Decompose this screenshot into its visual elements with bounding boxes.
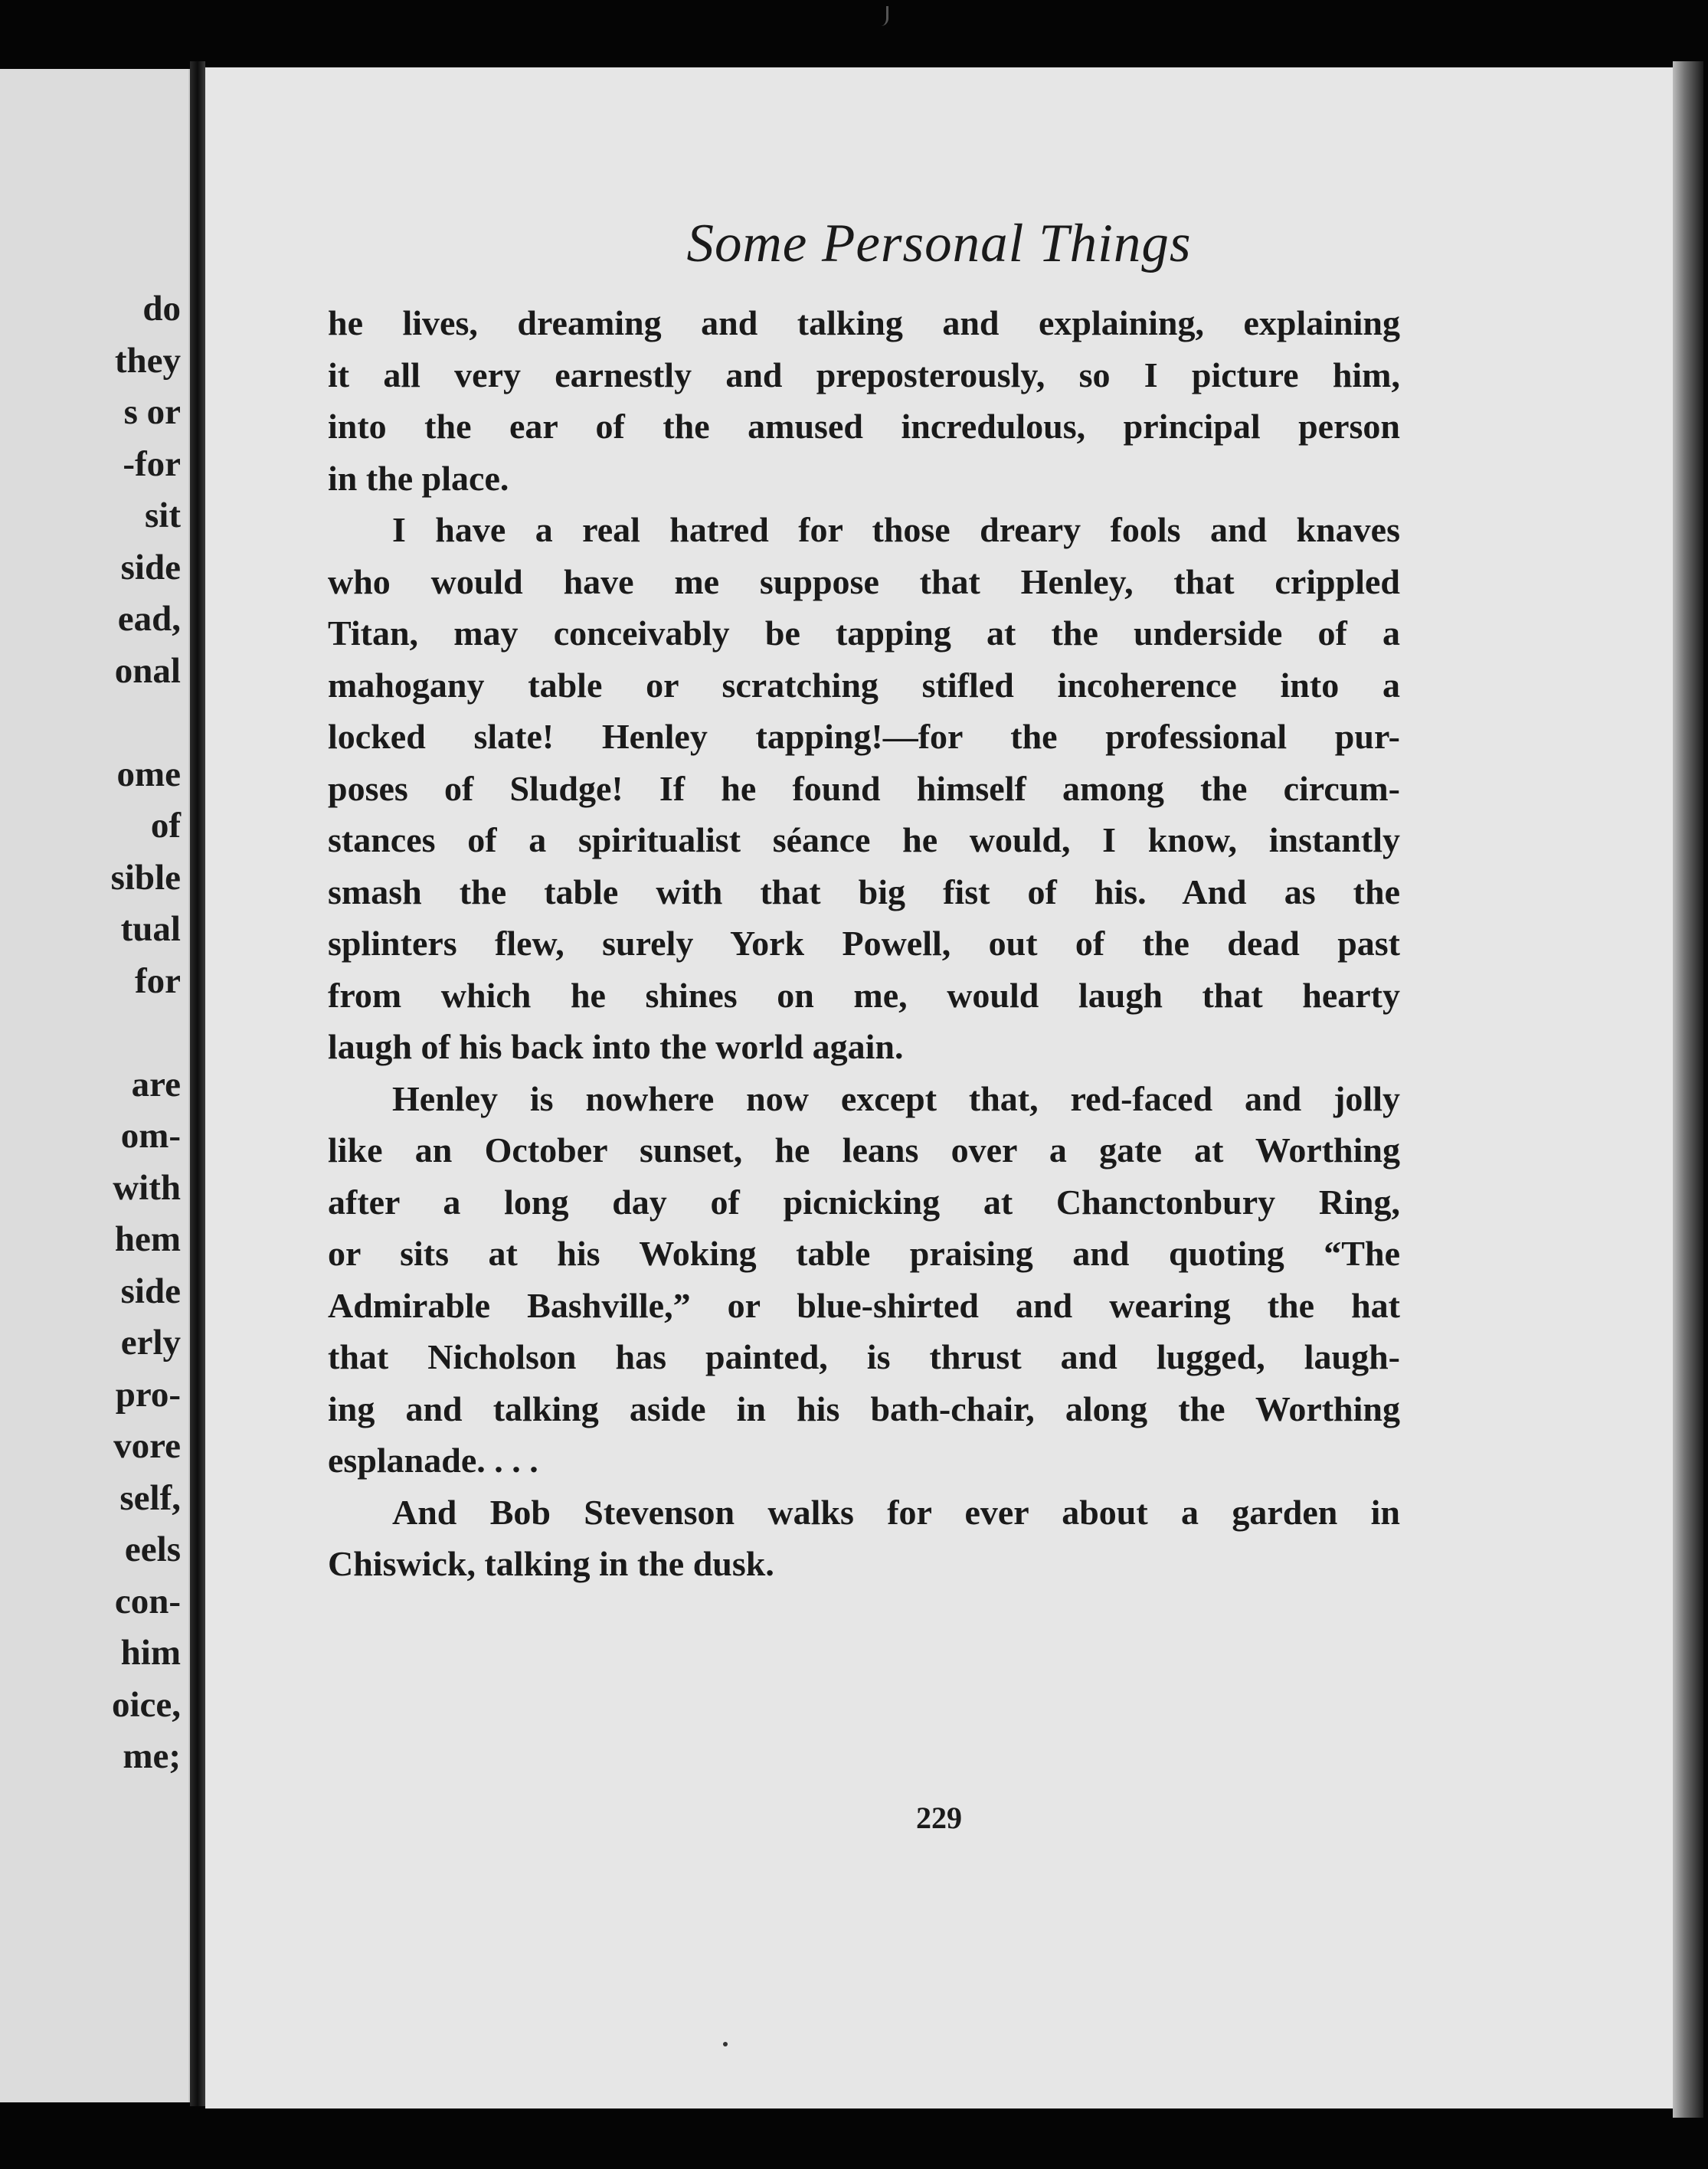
- left-page-line: con-: [114, 1581, 181, 1621]
- book-spine: [190, 61, 205, 2106]
- left-page-line: me;: [123, 1736, 181, 1776]
- text-line: mahogany table or scratching stifled incoherence into a: [328, 665, 1400, 705]
- left-page-line: of: [150, 806, 181, 846]
- left-page-line: sit: [145, 496, 181, 535]
- text-line: it all very earnestly and preposterously, so I picture him,: [328, 355, 1400, 394]
- text-line: after a long day of picnicking at Chanctonbury Ring,: [328, 1182, 1400, 1222]
- left-page-line: ead,: [117, 599, 181, 639]
- left-page-line: side: [120, 547, 181, 587]
- ink-speck: [723, 2042, 728, 2046]
- left-page-line: vore: [113, 1426, 181, 1466]
- left-page-line: for: [134, 960, 181, 1001]
- left-page-line: eels: [124, 1529, 181, 1569]
- left-page-line: do: [142, 289, 181, 329]
- left-page-line: tual: [120, 909, 181, 949]
- left-page-line: -for: [123, 443, 181, 484]
- left-page-line: self,: [119, 1477, 181, 1518]
- text-line: smash the table with that big fist of his. And as the: [328, 872, 1400, 911]
- text-line: stances of a spiritualist séance he would, I know, instantly: [328, 820, 1400, 859]
- body-text: [328, 297, 1400, 1590]
- left-page-line: s or: [123, 392, 181, 432]
- text-line: he lives, dreaming and talking and explaining, explaining: [328, 303, 1400, 342]
- left-page-line: ome: [116, 754, 181, 794]
- left-page-line: erly: [120, 1323, 181, 1363]
- text-line: esplanade. . . .: [328, 1441, 538, 1480]
- left-page-line: onal: [114, 650, 181, 691]
- text-line: ing and talking aside in his bath-chair, along the Worthing: [328, 1389, 1400, 1428]
- page-number: 229: [916, 1801, 962, 1835]
- left-page-line: with: [113, 1167, 181, 1208]
- text-line: locked slate! Henley tapping!—for the professional pur-: [328, 717, 1400, 756]
- left-page-line: side: [120, 1271, 181, 1311]
- text-line: Admirable Bashville,” or blue-shirted and wearing the hat: [328, 1285, 1400, 1325]
- text-line: I have a real hatred for those dreary fools and knaves: [392, 510, 1400, 549]
- left-page-line: are: [131, 1064, 181, 1104]
- left-page-line: hem: [114, 1219, 181, 1259]
- text-line: from which he shines on me, would laugh that hearty: [328, 975, 1400, 1015]
- text-line: in the place.: [328, 458, 509, 498]
- text-line: Titan, may conceivably be tapping at the underside of a: [328, 613, 1400, 653]
- left-page-line: oice,: [111, 1684, 181, 1725]
- scan-mark: [875, 6, 888, 26]
- text-line: Henley is nowhere now except that, red-faced and jolly: [392, 1078, 1400, 1118]
- text-line: into the ear of the amused incredulous, principal person: [328, 407, 1400, 446]
- text-line: And Bob Stevenson walks for ever about a garden in: [392, 1492, 1400, 1532]
- text-line: laugh of his back into the world again.: [328, 1027, 904, 1066]
- left-page-line: pro-: [115, 1374, 181, 1415]
- left-page-line: they: [114, 340, 181, 381]
- running-head: Some Personal Things: [686, 214, 1192, 273]
- left-page-line: sible: [110, 857, 181, 898]
- left-page: [0, 69, 201, 2102]
- text-line: that Nicholson has painted, is thrust and lugged, laugh-: [328, 1337, 1400, 1376]
- text-line: like an October sunset, he leans over a gate at Worthing: [328, 1130, 1400, 1170]
- left-page-line: om-: [120, 1116, 181, 1156]
- text-line: splinters flew, surely York Powell, out of the dead past: [328, 924, 1400, 963]
- page-edge: [1673, 61, 1703, 2118]
- left-page-line: him: [120, 1633, 181, 1673]
- text-line: poses of Sludge! If he found himself among the circum-: [328, 768, 1400, 808]
- right-page: [205, 67, 1673, 2108]
- text-line: Chiswick, talking in the dusk.: [328, 1544, 774, 1583]
- text-line: or sits at his Woking table praising and quoting “The: [328, 1234, 1400, 1273]
- text-line: who would have me suppose that Henley, that crippled: [328, 561, 1400, 601]
